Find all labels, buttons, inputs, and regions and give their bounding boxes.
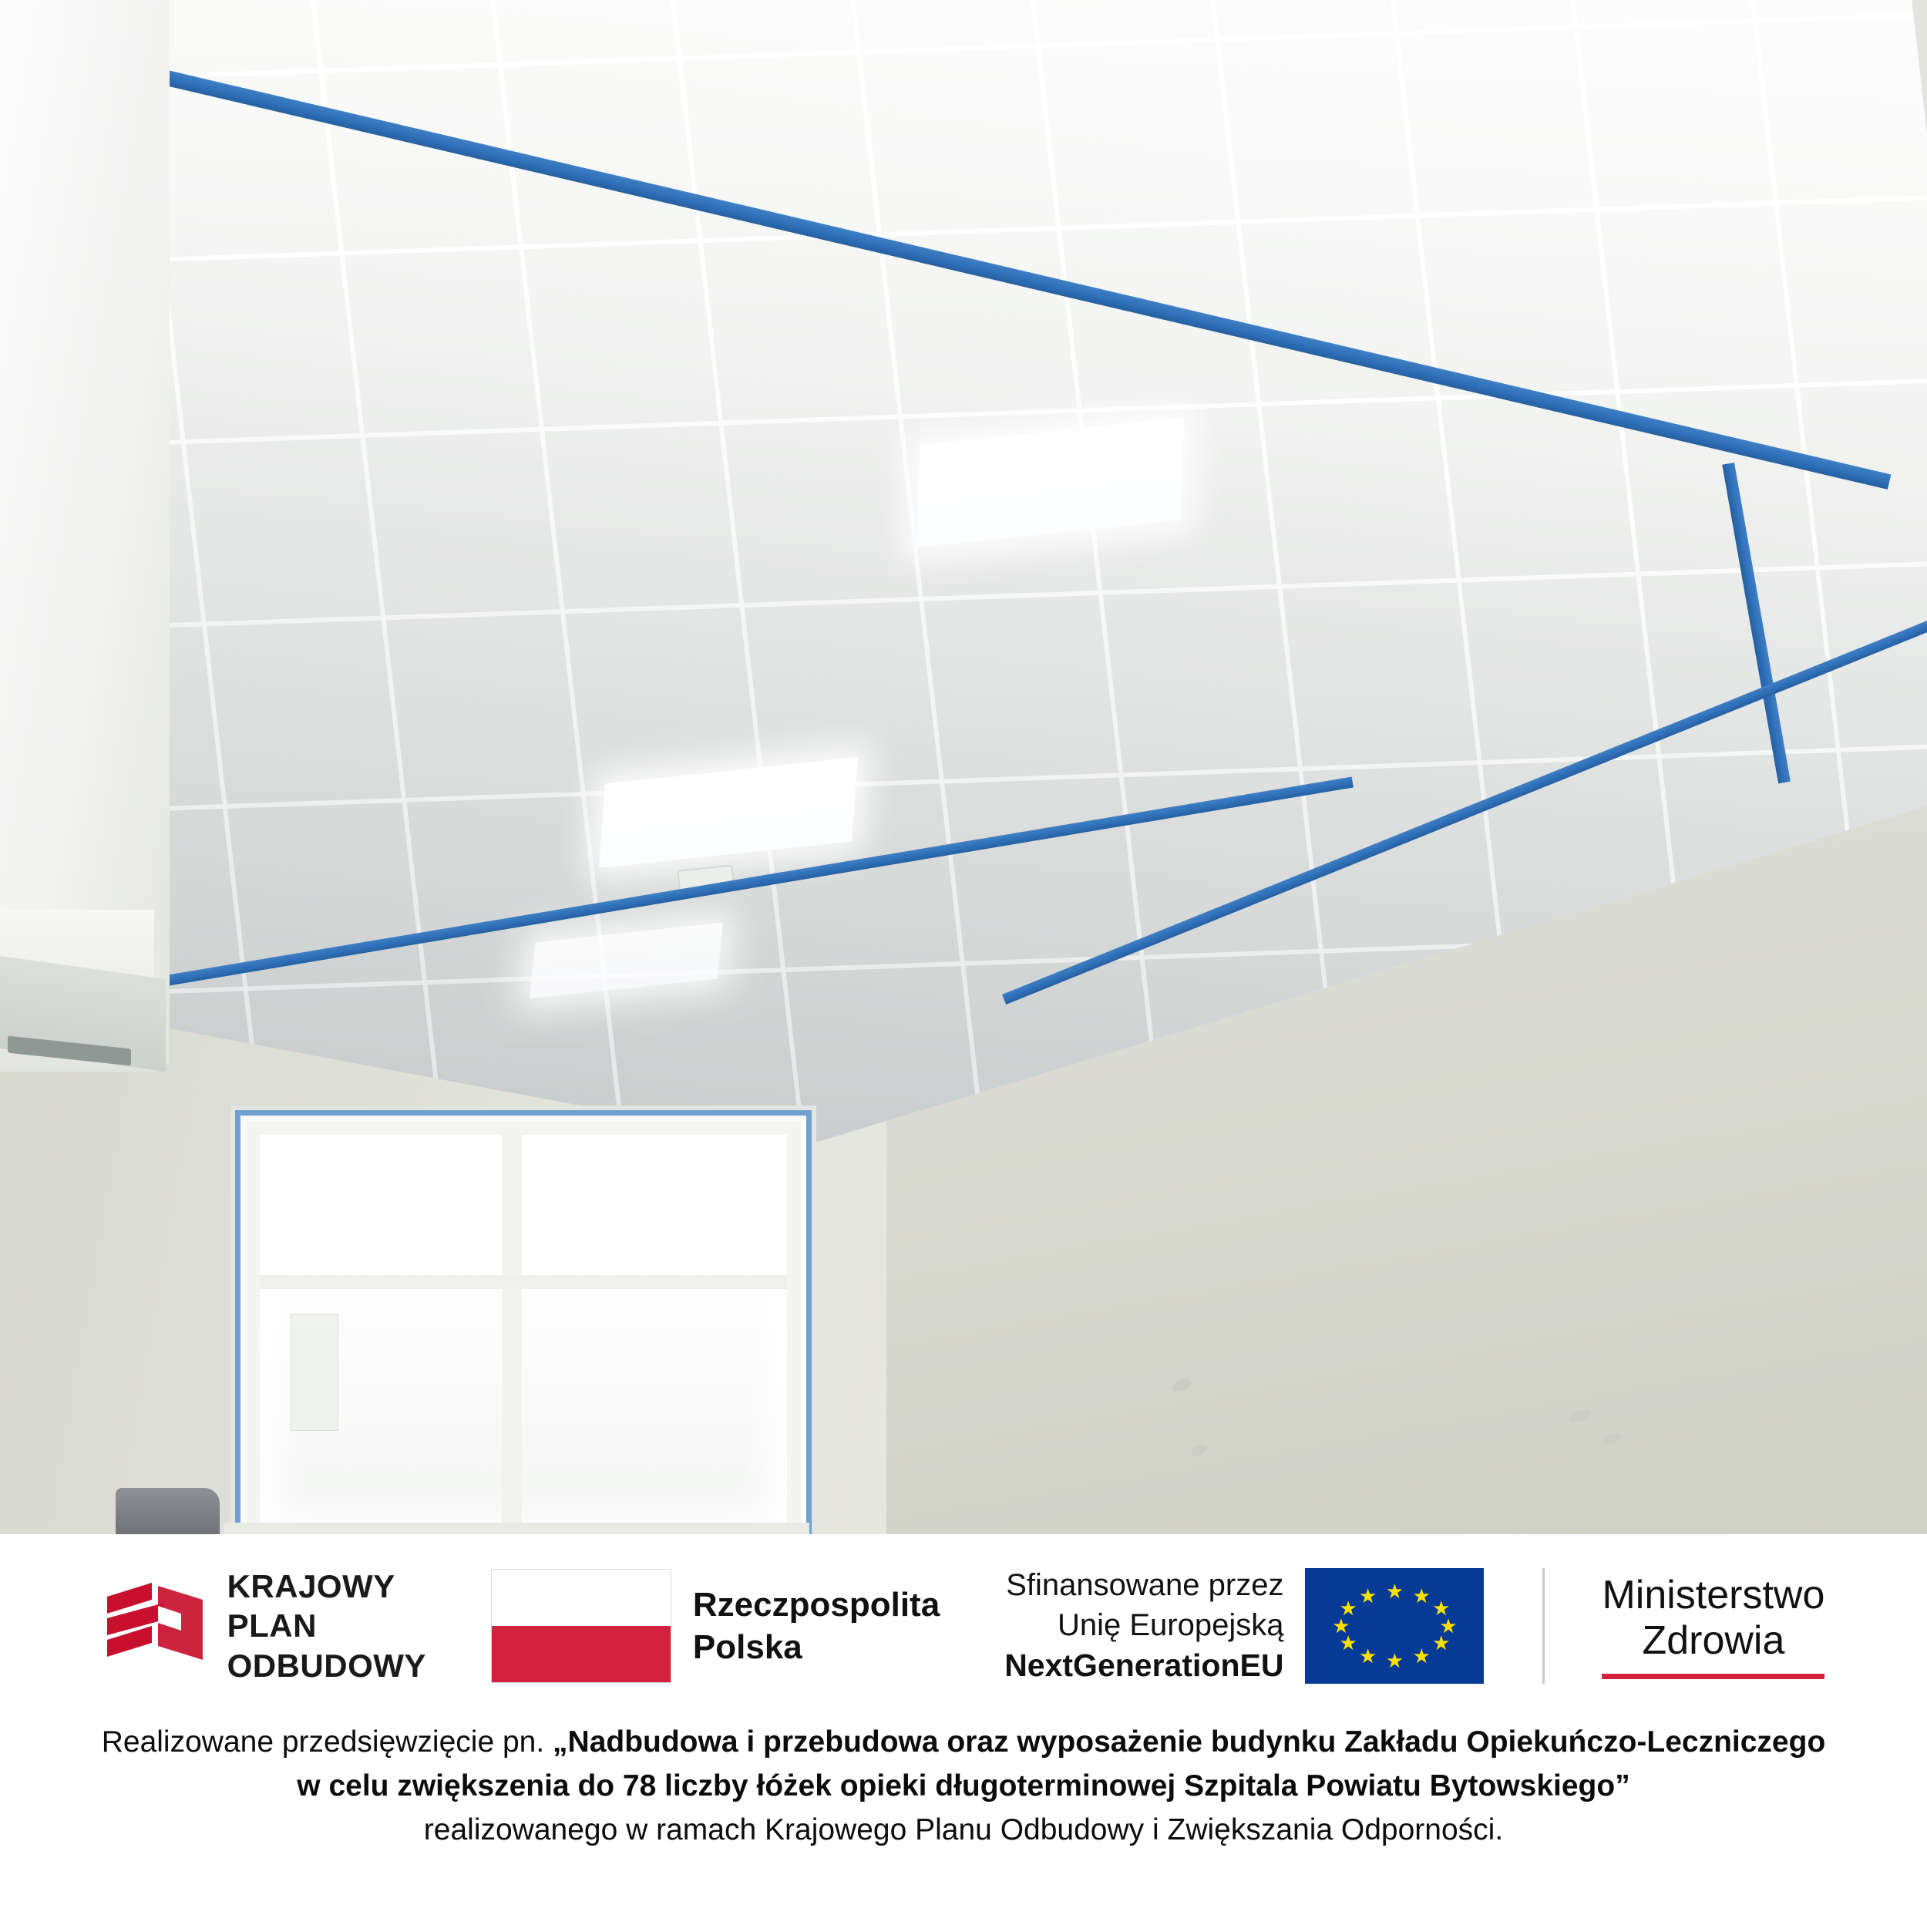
logo-row — [0, 1534, 1927, 1704]
window-label-sticker — [291, 1314, 338, 1431]
kpo-line-3: ODBUDOWY — [227, 1647, 426, 1684]
divider — [1542, 1568, 1545, 1684]
rp-line-2: Polska — [692, 1628, 802, 1666]
eu-star-icon: ★ — [1332, 1614, 1350, 1637]
caption-bold-2: w celu zwiększenia do 78 liczby łóżek opieki długoterminowej Szpitala Powiatu Bytowskiego” — [297, 1769, 1630, 1802]
caption-line-3: realizowanego w ramach Krajowego Planu Odbudowy i Zwiększania Odporności. — [423, 1813, 1504, 1846]
eu-star-icon: ★ — [1358, 1584, 1377, 1607]
mz-logo-text — [1602, 1573, 1824, 1662]
mz-red-rule — [1602, 1674, 1824, 1679]
eu-line-1: Sfinansowane przez — [1006, 1568, 1284, 1603]
ministerstwo-zdrowia-logo — [1571, 1573, 1855, 1678]
krajowy-plan-odbudowy-logo — [72, 1567, 459, 1685]
window-mullion-vertical — [502, 1135, 522, 1531]
rp-line-1: Rzeczpospolita — [692, 1586, 940, 1624]
eu-star-icon: ★ — [1432, 1631, 1451, 1655]
eu-line-3: NextGenerationEU — [1004, 1648, 1284, 1684]
eu-star-icon: ★ — [1339, 1631, 1357, 1655]
ceiling-soffit — [0, 0, 170, 1064]
window — [235, 1110, 812, 1534]
rp-logo-text — [693, 1584, 940, 1668]
window-mullion-horizontal — [260, 1275, 787, 1289]
eu-logo-text — [1004, 1565, 1283, 1686]
mz-line-2: Zdrowia — [1642, 1617, 1785, 1663]
caption-bold-1: „Nadbudowa i przebudowa oraz wyposażenie budynku Zakładu Opiekuńczo-Leczniczego — [553, 1725, 1826, 1759]
kpo-line-2: PLAN — [227, 1607, 317, 1644]
funding-footer — [0, 1534, 1927, 1932]
project-caption — [0, 1704, 1927, 1853]
floor-object — [116, 1488, 220, 1534]
eu-star-icon: ★ — [1358, 1644, 1377, 1668]
eu-star-icon: ★ — [1385, 1648, 1404, 1672]
kpo-logo-text — [227, 1567, 426, 1685]
polish-flag-icon — [491, 1569, 671, 1683]
eu-star-icon: ★ — [1412, 1584, 1431, 1607]
european-union-flag-icon — [1305, 1568, 1484, 1684]
european-union-funding-logo — [972, 1565, 1516, 1686]
eu-star-icon: ★ — [1432, 1597, 1451, 1621]
kpo-mark-icon — [104, 1580, 206, 1672]
eu-star-icon: ★ — [1385, 1579, 1404, 1603]
kpo-line-1: KRAJOWY — [227, 1568, 395, 1605]
eu-star-icon: ★ — [1339, 1597, 1357, 1621]
window-sill — [224, 1523, 809, 1534]
caption-prefix: Realizowane przedsięwzięcie pn. — [101, 1725, 553, 1759]
eu-star-icon: ★ — [1439, 1614, 1458, 1637]
window-glass — [260, 1135, 787, 1531]
eu-star-icon: ★ — [1412, 1644, 1431, 1668]
rzeczpospolita-polska-logo — [459, 1569, 972, 1683]
mz-line-1: Ministerstwo — [1602, 1573, 1825, 1618]
eu-line-2: Unię Europejską — [1057, 1608, 1284, 1643]
caption-line-1 — [92, 1721, 1835, 1765]
